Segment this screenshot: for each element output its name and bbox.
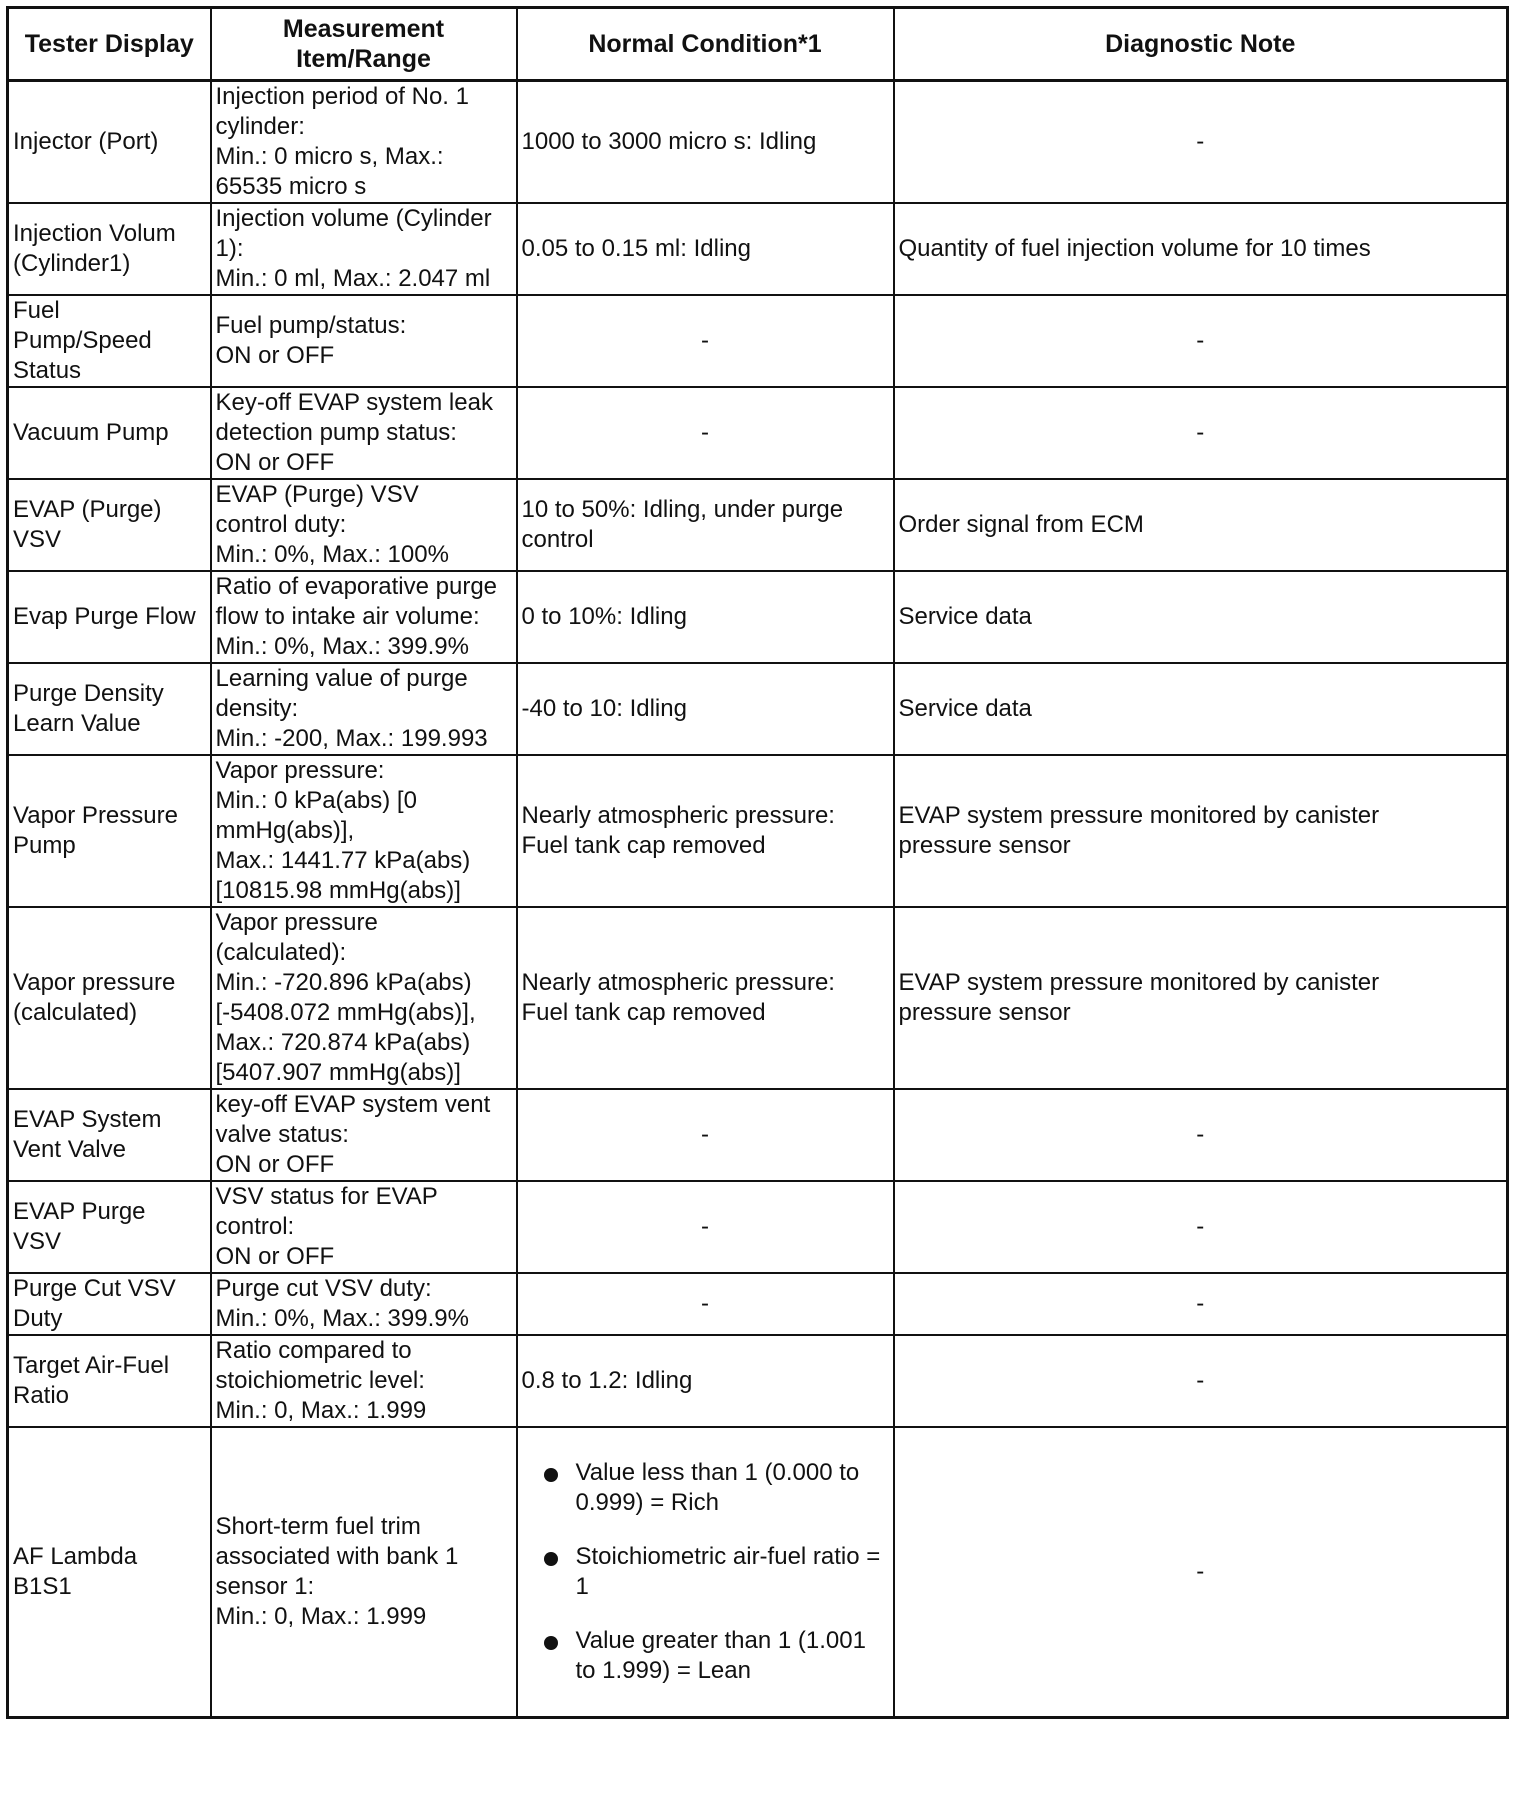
table-row [8, 907, 1508, 1089]
measurement-cell: Injection period of No. 1 cylinder: Min.: 0 micro s, Max.: 65535 micro s [211, 81, 517, 204]
normal-condition-cell: - [517, 1089, 894, 1181]
tester-display-cell: AF Lambda B1S1 [8, 1427, 211, 1718]
tester-display-cell: EVAP (Purge) VSV [8, 479, 211, 571]
measurement-cell: Learning value of purge density: Min.: -200, Max.: 199.993 [211, 663, 517, 755]
diagnostic-note-cell: Service data [894, 663, 1508, 755]
diagnostic-note-cell: - [894, 1181, 1508, 1273]
diagnostic-note-cell: EVAP system pressure monitored by canister pressure sensor [894, 907, 1508, 1089]
tester-display-cell: Injector (Port) [8, 81, 211, 204]
header-diagnostic-note: Diagnostic Note [894, 8, 1508, 81]
table-row [8, 387, 1508, 479]
diagnostic-note-cell: - [894, 1335, 1508, 1427]
normal-condition-cell: 0 to 10%: Idling [517, 571, 894, 663]
table-row [8, 1335, 1508, 1427]
normal-condition-cell: 1000 to 3000 micro s: Idling [517, 81, 894, 204]
normal-condition-cell: 10 to 50%: Idling, under purge control [517, 479, 894, 571]
normal-condition-cell: 0.8 to 1.2: Idling [517, 1335, 894, 1427]
table-row [8, 295, 1508, 387]
diagnostic-note-cell: Service data [894, 571, 1508, 663]
measurement-cell: Ratio of evaporative purge flow to intake air volume: Min.: 0%, Max.: 399.9% [211, 571, 517, 663]
tester-display-cell: Vapor Pressure Pump [8, 755, 211, 907]
measurement-cell: Fuel pump/status: ON or OFF [211, 295, 517, 387]
normal-condition-cell [517, 1427, 894, 1718]
diagnostic-note-cell: Quantity of fuel injection volume for 10 times [894, 203, 1508, 295]
table-row [8, 81, 1508, 204]
condition-bullet-list [522, 1458, 889, 1686]
header-normal-condition: Normal Condition*1 [517, 8, 894, 81]
table-row [8, 755, 1508, 907]
measurement-cell: Ratio compared to stoichiometric level: Min.: 0, Max.: 1.999 [211, 1335, 517, 1427]
normal-condition-cell: - [517, 1273, 894, 1335]
diagnostic-note-cell: - [894, 1427, 1508, 1718]
measurement-cell: key-off EVAP system vent valve status: ON or OFF [211, 1089, 517, 1181]
diagnostic-note-cell: - [894, 1273, 1508, 1335]
measurement-cell: Injection volume (Cylinder 1): Min.: 0 ml, Max.: 2.047 ml [211, 203, 517, 295]
diagnostic-note-cell: - [894, 81, 1508, 204]
table-row [8, 1273, 1508, 1335]
tester-display-cell: Purge Cut VSV Duty [8, 1273, 211, 1335]
table-row [8, 1181, 1508, 1273]
tester-display-cell: Vacuum Pump [8, 387, 211, 479]
table-row [8, 663, 1508, 755]
measurement-cell: Vapor pressure: Min.: 0 kPa(abs) [0 mmHg(abs)], Max.: 1441.77 kPa(abs) [10815.98 mmHg(abs)] [211, 755, 517, 907]
diagnostic-note-cell: Order signal from ECM [894, 479, 1508, 571]
header-row [8, 8, 1508, 81]
header-measurement-item: Measurement Item/Range [211, 8, 517, 81]
measurement-cell: VSV status for EVAP control: ON or OFF [211, 1181, 517, 1273]
normal-condition-cell: -40 to 10: Idling [517, 663, 894, 755]
bullet-item-stoichiometric: Stoichiometric air-fuel ratio = 1 [542, 1542, 889, 1602]
normal-condition-cell: Nearly atmospheric pressure: Fuel tank cap removed [517, 755, 894, 907]
tester-display-cell: EVAP Purge VSV [8, 1181, 211, 1273]
tester-display-cell: Injection Volum (Cylinder1) [8, 203, 211, 295]
tester-display-cell: Purge Density Learn Value [8, 663, 211, 755]
measurement-cell: EVAP (Purge) VSV control duty: Min.: 0%, Max.: 100% [211, 479, 517, 571]
diagnostic-note-cell: - [894, 1089, 1508, 1181]
data-list-table [6, 6, 1509, 1719]
normal-condition-cell: - [517, 1181, 894, 1273]
table-row [8, 479, 1508, 571]
normal-condition-cell: - [517, 387, 894, 479]
table-row [8, 571, 1508, 663]
bullet-item-lean: Value greater than 1 (1.001 to 1.999) = Lean [542, 1626, 889, 1686]
tester-display-cell: Fuel Pump/Speed Status [8, 295, 211, 387]
bullet-item-rich: Value less than 1 (0.000 to 0.999) = Rich [542, 1458, 889, 1518]
table-row [8, 1089, 1508, 1181]
measurement-cell: Short-term fuel trim associated with bank 1 sensor 1: Min.: 0, Max.: 1.999 [211, 1427, 517, 1718]
tester-display-cell: Vapor pressure (calculated) [8, 907, 211, 1089]
normal-condition-cell: 0.05 to 0.15 ml: Idling [517, 203, 894, 295]
diagnostic-note-cell: - [894, 295, 1508, 387]
header-tester-display: Tester Display [8, 8, 211, 81]
measurement-cell: Vapor pressure (calculated): Min.: -720.896 kPa(abs) [-5408.072 mmHg(abs)], Max.: 720.874 kPa(abs) [5407.907 mmHg(abs)] [211, 907, 517, 1089]
normal-condition-cell: - [517, 295, 894, 387]
measurement-cell: Key-off EVAP system leak detection pump status: ON or OFF [211, 387, 517, 479]
diagnostic-note-cell: EVAP system pressure monitored by canister pressure sensor [894, 755, 1508, 907]
table-row [8, 1427, 1508, 1718]
measurement-cell: Purge cut VSV duty: Min.: 0%, Max.: 399.9% [211, 1273, 517, 1335]
tester-display-cell: Target Air-Fuel Ratio [8, 1335, 211, 1427]
tester-display-cell: EVAP System Vent Valve [8, 1089, 211, 1181]
tester-display-cell: Evap Purge Flow [8, 571, 211, 663]
diagnostic-note-cell: - [894, 387, 1508, 479]
table-row [8, 203, 1508, 295]
normal-condition-cell: Nearly atmospheric pressure: Fuel tank cap removed [517, 907, 894, 1089]
